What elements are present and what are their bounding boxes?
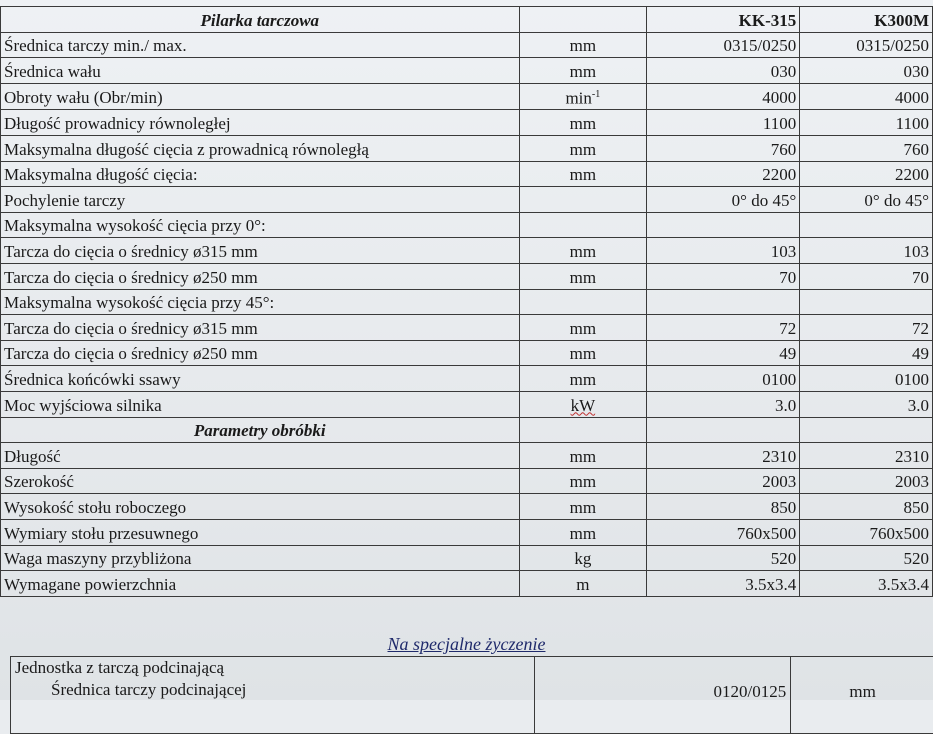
empty-cell (519, 212, 647, 238)
section-header-row (1, 417, 933, 443)
row-label: Maksymalna długość cięcia z prowadnicą równoległą (1, 136, 520, 162)
special-line1: Jednostka z tarczą podcinającą (15, 658, 224, 677)
table-row (1, 443, 933, 469)
row-value-model2: 2310 (800, 443, 933, 469)
special-value: 0120/0125 (534, 657, 791, 734)
row-label: Średnica wału (1, 58, 520, 84)
row-value-model2: 0100 (800, 366, 933, 392)
empty-cell (647, 289, 800, 315)
row-unit: mm (519, 315, 647, 341)
table-row (1, 391, 933, 417)
row-label: Długość (1, 443, 520, 469)
row-label: Moc wyjściowa silnika (1, 391, 520, 417)
table-row (1, 136, 933, 162)
row-value-model2: 2200 (800, 161, 933, 187)
row-unit: mm (519, 58, 647, 84)
header-unit-cell (519, 7, 647, 33)
table-row (1, 238, 933, 264)
row-value-model2: 1100 (800, 110, 933, 136)
table-row (1, 545, 933, 571)
row-value-model1: 70 (647, 264, 800, 290)
row-label: Średnica końcówki ssawy (1, 366, 520, 392)
group-header-row (1, 289, 933, 315)
unit-superscript: -1 (592, 89, 600, 100)
table-title: Pilarka tarczowa (1, 7, 520, 33)
row-value-model2: 72 (800, 315, 933, 341)
special-row-label (11, 657, 535, 734)
row-value-model1: 030 (647, 58, 800, 84)
group-label: Maksymalna wysokość cięcia przy 45°: (1, 289, 520, 315)
special-unit: mm (791, 657, 933, 734)
row-unit: mm (519, 161, 647, 187)
row-value-model1: 4000 (647, 83, 800, 110)
row-value-model1: 520 (647, 545, 800, 571)
table-row (1, 187, 933, 213)
row-value-model2: 520 (800, 545, 933, 571)
row-value-model1: 2003 (647, 468, 800, 494)
table-row (11, 657, 933, 734)
row-label: Tarcza do cięcia o średnicy ø315 mm (1, 238, 520, 264)
spec-table (0, 6, 933, 597)
row-label: Wymagane powierzchnia (1, 571, 520, 597)
empty-cell (647, 417, 800, 443)
row-value-model2: 70 (800, 264, 933, 290)
table-row (1, 83, 933, 110)
table-row (1, 494, 933, 520)
row-label: Maksymalna długość cięcia: (1, 161, 520, 187)
special-order-table (10, 656, 933, 734)
group-label: Maksymalna wysokość cięcia przy 0°: (1, 212, 520, 238)
row-label: Tarcza do cięcia o średnicy ø250 mm (1, 340, 520, 366)
row-value-model1: 0315/0250 (647, 32, 800, 58)
empty-cell (800, 289, 933, 315)
row-label: Obroty wału (Obr/min) (1, 83, 520, 110)
row-value-model1: 850 (647, 494, 800, 520)
row-value-model1: 3.5x3.4 (647, 571, 800, 597)
empty-cell (800, 417, 933, 443)
special-line2: Średnica tarczy podcinającej (15, 679, 530, 701)
row-value-model2: 49 (800, 340, 933, 366)
row-value-model2: 3.0 (800, 391, 933, 417)
row-value-model2: 030 (800, 58, 933, 84)
row-unit: mm (519, 238, 647, 264)
row-unit (519, 391, 647, 417)
row-unit: mm (519, 443, 647, 469)
row-unit: mm (519, 32, 647, 58)
row-value-model1: 0100 (647, 366, 800, 392)
row-value-model2: 0315/0250 (800, 32, 933, 58)
table-row (1, 340, 933, 366)
row-label: Waga maszyny przybliżona (1, 545, 520, 571)
table-row (1, 468, 933, 494)
empty-cell (519, 289, 647, 315)
model2-header: K300M (800, 7, 933, 33)
row-unit: m (519, 571, 647, 597)
table-row (1, 58, 933, 84)
row-unit: mm (519, 519, 647, 545)
row-label: Tarcza do cięcia o średnicy ø250 mm (1, 264, 520, 290)
table-row (1, 571, 933, 597)
model1-header: KK-315 (647, 7, 800, 33)
special-order-heading-text: Na specjalne życzenie (388, 634, 546, 654)
section-title: Parametry obróbki (1, 417, 520, 443)
row-value-model1: 3.0 (647, 391, 800, 417)
row-value-model2: 850 (800, 494, 933, 520)
header-row (1, 7, 933, 33)
row-value-model2: 3.5x3.4 (800, 571, 933, 597)
row-label: Tarcza do cięcia o średnicy ø315 mm (1, 315, 520, 341)
row-value-model1: 2310 (647, 443, 800, 469)
table-row (1, 161, 933, 187)
unit-text: min (565, 88, 591, 107)
empty-cell (800, 212, 933, 238)
row-value-model2: 760 (800, 136, 933, 162)
row-value-model1: 2200 (647, 161, 800, 187)
row-unit: mm (519, 340, 647, 366)
table-row (1, 110, 933, 136)
row-value-model1: 1100 (647, 110, 800, 136)
table-row (1, 264, 933, 290)
row-unit: mm (519, 494, 647, 520)
row-unit (519, 83, 647, 110)
row-value-model1: 0° do 45° (647, 187, 800, 213)
row-value-model1: 760x500 (647, 519, 800, 545)
row-unit: mm (519, 136, 647, 162)
row-value-model1: 760 (647, 136, 800, 162)
empty-cell (647, 212, 800, 238)
row-label: Wysokość stołu roboczego (1, 494, 520, 520)
row-label: Pochylenie tarczy (1, 187, 520, 213)
row-unit: mm (519, 264, 647, 290)
row-label: Szerokość (1, 468, 520, 494)
group-header-row (1, 212, 933, 238)
row-value-model1: 103 (647, 238, 800, 264)
empty-cell (519, 417, 647, 443)
row-label: Długość prowadnicy równoległej (1, 110, 520, 136)
table-row (1, 519, 933, 545)
row-unit: kg (519, 545, 647, 571)
row-label: Wymiary stołu przesuwnego (1, 519, 520, 545)
row-value-model2: 103 (800, 238, 933, 264)
row-unit: mm (519, 468, 647, 494)
row-value-model2: 760x500 (800, 519, 933, 545)
row-label: Średnica tarczy min./ max. (1, 32, 520, 58)
unit-text: kW (571, 396, 596, 415)
table-row (1, 315, 933, 341)
row-value-model1: 49 (647, 340, 800, 366)
table-row (1, 366, 933, 392)
row-unit (519, 187, 647, 213)
row-value-model2: 0° do 45° (800, 187, 933, 213)
row-unit: mm (519, 110, 647, 136)
row-value-model2: 4000 (800, 83, 933, 110)
table-row (1, 32, 933, 58)
special-order-heading (0, 634, 933, 655)
row-value-model2: 2003 (800, 468, 933, 494)
row-unit: mm (519, 366, 647, 392)
row-value-model1: 72 (647, 315, 800, 341)
